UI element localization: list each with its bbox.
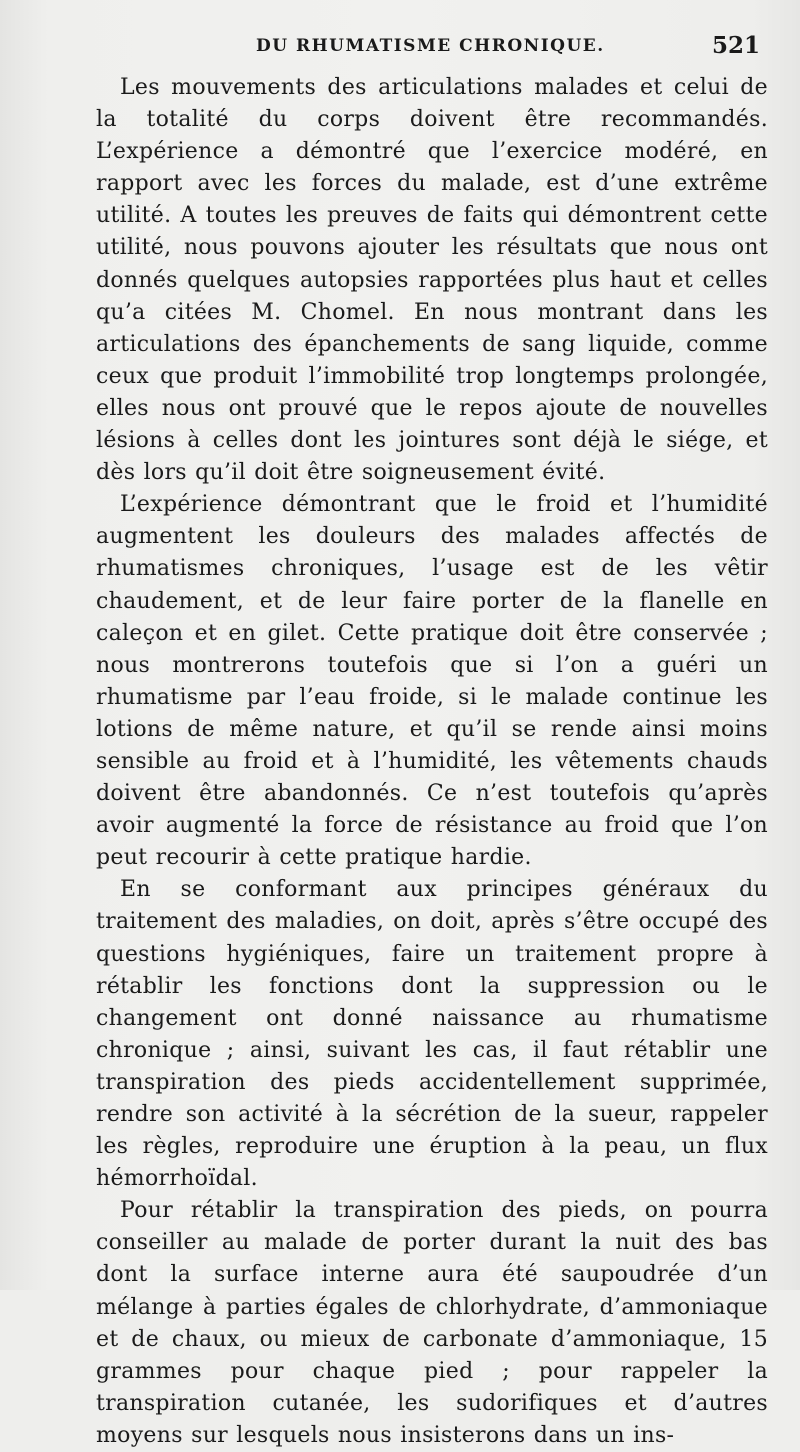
paragraph-1: Les mouvements des articulations malades et celui de la totalité du corps doivent être recommandés. L’expérience a démontré que l’exercice modéré, en rapport avec les forces du malade, est d’une extrême utilité. A toutes les preuves de faits qui démontrent cette utilité, nous pouvons ajouter les résultats que nous ont donnés quelques autopsies rapportées plus haut et celles qu’a citées M. Chomel. En nous montrant dans les articulations des épanchements de sang liquide, comme ceux que produit l’immobilité trop longtemps prolongée, elles nous ont prouvé que le repos ajoute de nouvelles lésions à celles dont les jointures sont déjà le siége, et dès lors qu’il doit être soigneusement évité. (96, 75, 768, 486)
page-body (96, 72, 768, 1452)
paragraph-4: Pour rétablir la transpiration des pieds, on pourra conseiller au malade de porter durant la nuit des bas dont la surface interne aura été saupoudrée d’un mélange à parties égales de chlorhydrate, d’ammoniaque et de chaux, ou mieux de carbonate d’ammoniaque, 15 grammes pour chaque pied ; pour rappeler la transpiration cutanée, les sudorifiques et d’autres moyens sur lesquels nous insisterons dans un ins- (96, 1198, 768, 1448)
page-number: 521 (711, 32, 760, 59)
paragraph-2: L’expérience démontrant que le froid et l’humidité augmentent les douleurs des malades affectés de rhumatismes chroniques, l’usage est de les vêtir chaudement, et de leur faire porter de la flanelle en caleçon et en gilet. Cette pratique doit être conservée ; nous montrerons toutefois que si l’on a guéri un rhumatisme par l’eau froide, si le malade continue les lotions de même nature, et qu’il se rende ainsi moins sensible au froid et à l’humidité, les vêtements chauds doivent être abandonnés. Ce n’est toutefois qu’après avoir augmenté la force de résistance au froid que l’on peut recourir à cette pratique hardie. (96, 492, 768, 871)
paragraph-3: En se conformant aux principes généraux du traitement des maladies, on doit, après s’être occupé des questions hygiéniques, faire un traitement propre à rétablir les fonctions dont la suppression ou le changement ont donné naissance au rhumatisme chronique ; ainsi, suivant les cas, il faut rétablir une transpiration des pieds accidentellement supprimée, rendre son activité à la sécrétion de la sueur, rappeler les règles, reproduire une éruption à la peau, un flux hémorrhoïdal. (96, 877, 768, 1192)
running-title: DU RHUMATISME CHRONIQUE. (256, 36, 605, 56)
page-header (96, 32, 768, 68)
